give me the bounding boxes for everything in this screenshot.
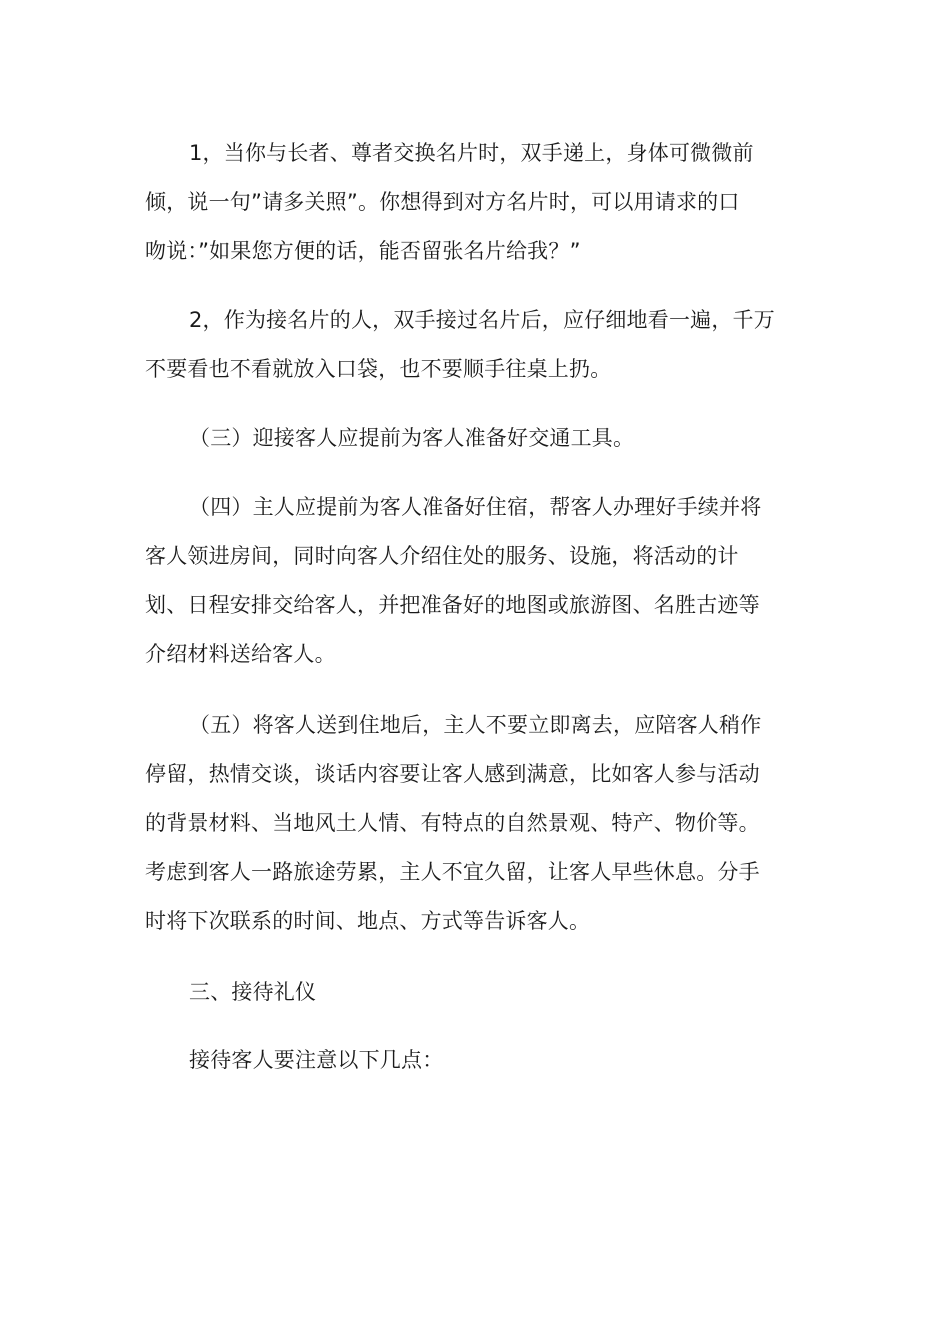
text-line: 时将下次联系的时间、地点、方式等告诉客人。	[145, 909, 591, 933]
section-heading: 三、接待礼仪	[189, 980, 317, 1004]
text-line: 倾，说一句”请多关照”。你想得到对方名片时，可以用请求的口	[145, 190, 740, 214]
text-line: （三）迎接客人应提前为客人准备好交通工具。	[189, 426, 635, 450]
text-line: 1，当你与长者、尊者交换名片时，双手递上，身体可微微前	[189, 141, 754, 165]
text-line: 不要看也不看就放入口袋，也不要顺手往桌上扔。	[145, 357, 612, 381]
text-line: 停留，热情交谈，谈话内容要让客人感到满意，比如客人参与活动	[145, 762, 760, 786]
text-line: 2，作为接名片的人，双手接过名片后，应仔细地看一遍，千万	[189, 308, 775, 332]
text-line: 的背景材料、当地风土人情、有特点的自然景观、特产、物价等。	[145, 811, 760, 835]
text-line: （五）将客人送到住地后，主人不要立即离去，应陪客人稍作	[189, 713, 762, 737]
text-line: 考虑到客人一路旅途劳累，主人不宜久留，让客人早些休息。分手	[145, 860, 760, 884]
text-line: 吻说：”如果您方便的话，能否留张名片给我？”	[145, 239, 581, 263]
text-line: 客人领进房间，同时向客人介绍住处的服务、设施，将活动的计	[145, 544, 739, 568]
text-line: 介绍材料送给客人。	[145, 642, 336, 666]
text-line: 划、日程安排交给客人，并把准备好的地图或旅游图、名胜古迹等	[145, 593, 760, 617]
text-line: 接待客人要注意以下几点：	[189, 1048, 444, 1072]
text-line: （四）主人应提前为客人准备好住宿，帮客人办理好手续并将	[189, 495, 762, 519]
